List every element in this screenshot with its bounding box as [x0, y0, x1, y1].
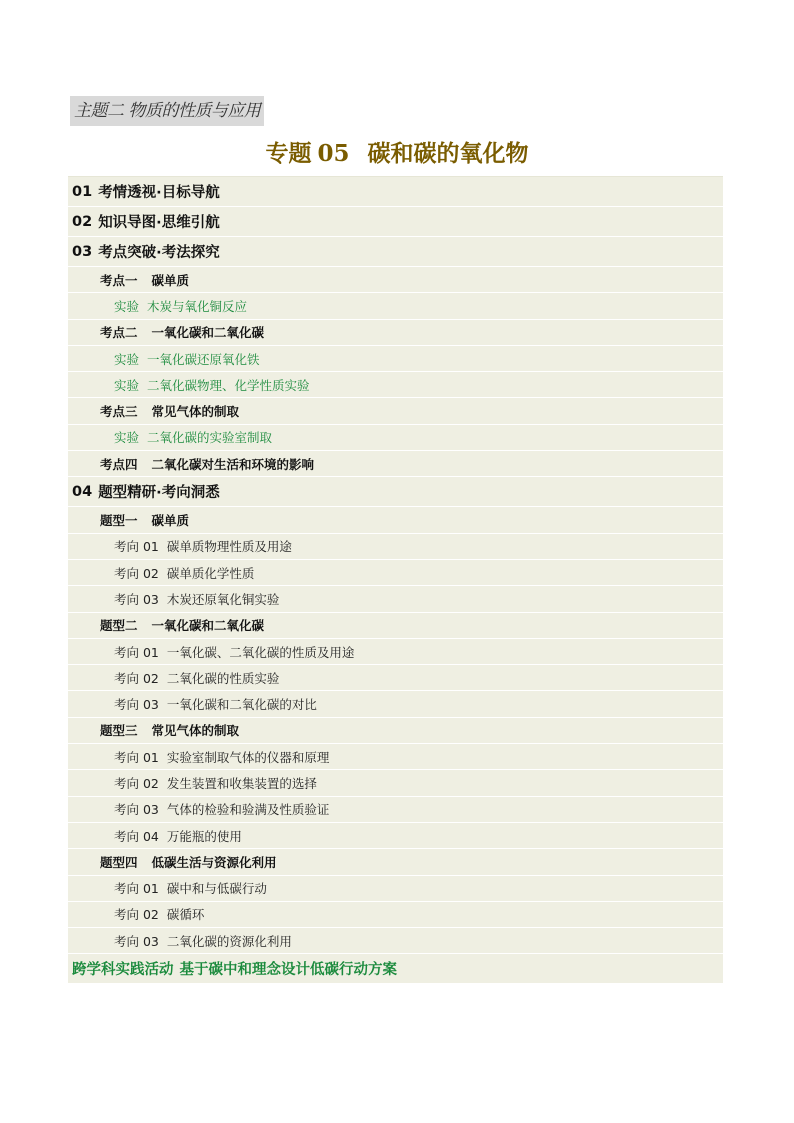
- toc-item[interactable]: [68, 346, 723, 372]
- topic-label: 主题二 物质的性质与应用: [70, 96, 264, 126]
- toc-item[interactable]: [68, 451, 723, 477]
- toc-item[interactable]: [68, 639, 723, 665]
- toc-item-code: 题型一: [100, 513, 138, 529]
- toc-item[interactable]: [68, 586, 723, 612]
- toc-item[interactable]: [68, 691, 723, 717]
- toc-item-code: 考向 02: [114, 565, 159, 581]
- toc-item-label: 一氧化碳、二氧化碳的性质及用途: [166, 644, 355, 660]
- toc-item[interactable]: [68, 320, 723, 346]
- toc-item[interactable]: [68, 613, 723, 639]
- toc-item-code: 考点二: [100, 325, 138, 341]
- toc-item-code: 考点一: [100, 272, 138, 288]
- toc-item[interactable]: [68, 823, 723, 849]
- toc-item-label: 碳单质物理性质及用途: [166, 539, 292, 555]
- toc-item-code: 01: [72, 183, 93, 200]
- toc-item-code: 考向 01: [114, 644, 159, 660]
- toc-item-label: 一氧化碳还原氧化铁: [147, 351, 260, 367]
- toc-item-label: 低碳生活与资源化利用: [151, 854, 277, 870]
- toc-item-code: 考向 02: [114, 775, 159, 791]
- toc-item-label: 二氧化碳对生活和环境的影响: [151, 456, 315, 472]
- toc-item-code: 考向 03: [114, 933, 159, 949]
- title-text: 碳和碳的氧化物: [367, 141, 529, 167]
- toc-item-code: 题型四: [100, 854, 138, 870]
- toc-item-code: 跨学科实践活动: [72, 962, 174, 979]
- table-of-contents: [68, 176, 723, 984]
- toc-item[interactable]: [68, 372, 723, 398]
- toc-item-label: 基于碳中和理念设计低碳行动方案: [179, 962, 397, 979]
- toc-item[interactable]: [68, 425, 723, 451]
- toc-item-label: 一氧化碳和二氧化碳: [151, 618, 265, 634]
- toc-item-label: 碳中和与低碳行动: [166, 881, 267, 897]
- toc-item[interactable]: [68, 267, 723, 293]
- toc-item-code: 考向 01: [114, 539, 159, 555]
- toc-item-code: 02: [72, 213, 93, 230]
- toc-item-code: 实验: [114, 298, 140, 314]
- toc-item-label: 木炭还原氧化铜实验: [166, 591, 280, 607]
- toc-item[interactable]: [68, 177, 723, 207]
- toc-item-label: 碳单质: [151, 272, 190, 288]
- toc-item-label: 常见气体的制取: [151, 404, 240, 420]
- toc-item-code: 考向 01: [114, 749, 159, 765]
- toc-item[interactable]: [68, 534, 723, 560]
- toc-item-label: 二氧化碳的资源化利用: [166, 933, 292, 949]
- toc-item-code: 考向 04: [114, 828, 159, 844]
- toc-item-code: 考点四: [100, 456, 138, 472]
- toc-item-label: 发生装置和收集装置的选择: [166, 775, 317, 791]
- toc-item-label: 一氧化碳和二氧化碳: [151, 325, 265, 341]
- toc-item-code: 考向 03: [114, 591, 159, 607]
- toc-item-code: 考向 02: [114, 670, 159, 686]
- page-title: [0, 134, 794, 174]
- toc-item-code: 考向 03: [114, 697, 159, 713]
- toc-item-label: 二氧化碳的性质实验: [166, 670, 280, 686]
- toc-item-label: 气体的检验和验满及性质验证: [166, 802, 330, 818]
- toc-item[interactable]: [68, 207, 723, 237]
- toc-item[interactable]: [68, 507, 723, 533]
- toc-item[interactable]: [68, 477, 723, 507]
- toc-item[interactable]: [68, 876, 723, 902]
- toc-item-label: 碳循环: [166, 907, 205, 923]
- toc-item-label: 题型精研·考向洞悉: [98, 485, 220, 502]
- title-prefix: 专题: [265, 141, 312, 167]
- toc-item[interactable]: [68, 744, 723, 770]
- toc-item-code: 实验: [114, 430, 140, 446]
- toc-item[interactable]: [68, 293, 723, 319]
- toc-item-label: 碳单质: [151, 513, 190, 529]
- title-number: 05: [317, 140, 350, 167]
- toc-item-code: 考向 01: [114, 881, 159, 897]
- toc-item-label: 碳单质化学性质: [166, 565, 255, 581]
- toc-item-label: 考情透视·目标导航: [98, 185, 220, 201]
- toc-item-label: 考点突破·考法探究: [98, 245, 220, 261]
- toc-item-code: 考点三: [100, 404, 138, 420]
- toc-item[interactable]: [68, 954, 723, 984]
- toc-item-label: 万能瓶的使用: [166, 828, 242, 844]
- toc-item[interactable]: [68, 560, 723, 586]
- toc-item-label: 常见气体的制取: [151, 723, 240, 739]
- toc-item-code: 实验: [114, 377, 140, 393]
- toc-item-label: 知识导图·思维引航: [98, 215, 220, 231]
- toc-item-code: 04: [72, 483, 93, 500]
- toc-item-code: 03: [72, 243, 93, 260]
- toc-item[interactable]: [68, 665, 723, 691]
- toc-item-label: 木炭与氧化铜反应: [147, 298, 248, 314]
- toc-item-code: 题型三: [100, 723, 138, 739]
- toc-item-label: 二氧化碳物理、化学性质实验: [147, 377, 310, 393]
- toc-item[interactable]: [68, 718, 723, 744]
- toc-item-label: 实验室制取气体的仪器和原理: [166, 749, 330, 765]
- toc-item[interactable]: [68, 902, 723, 928]
- toc-item[interactable]: [68, 398, 723, 424]
- toc-item[interactable]: [68, 849, 723, 875]
- toc-item[interactable]: [68, 928, 723, 954]
- toc-item[interactable]: [68, 237, 723, 267]
- toc-item-code: 题型二: [100, 618, 138, 634]
- toc-item[interactable]: [68, 770, 723, 796]
- toc-item[interactable]: [68, 797, 723, 823]
- toc-item-label: 二氧化碳的实验室制取: [147, 430, 273, 446]
- toc-item-code: 考向 03: [114, 802, 159, 818]
- toc-item-code: 实验: [114, 351, 140, 367]
- toc-item-label: 一氧化碳和二氧化碳的对比: [166, 697, 317, 713]
- toc-item-code: 考向 02: [114, 907, 159, 923]
